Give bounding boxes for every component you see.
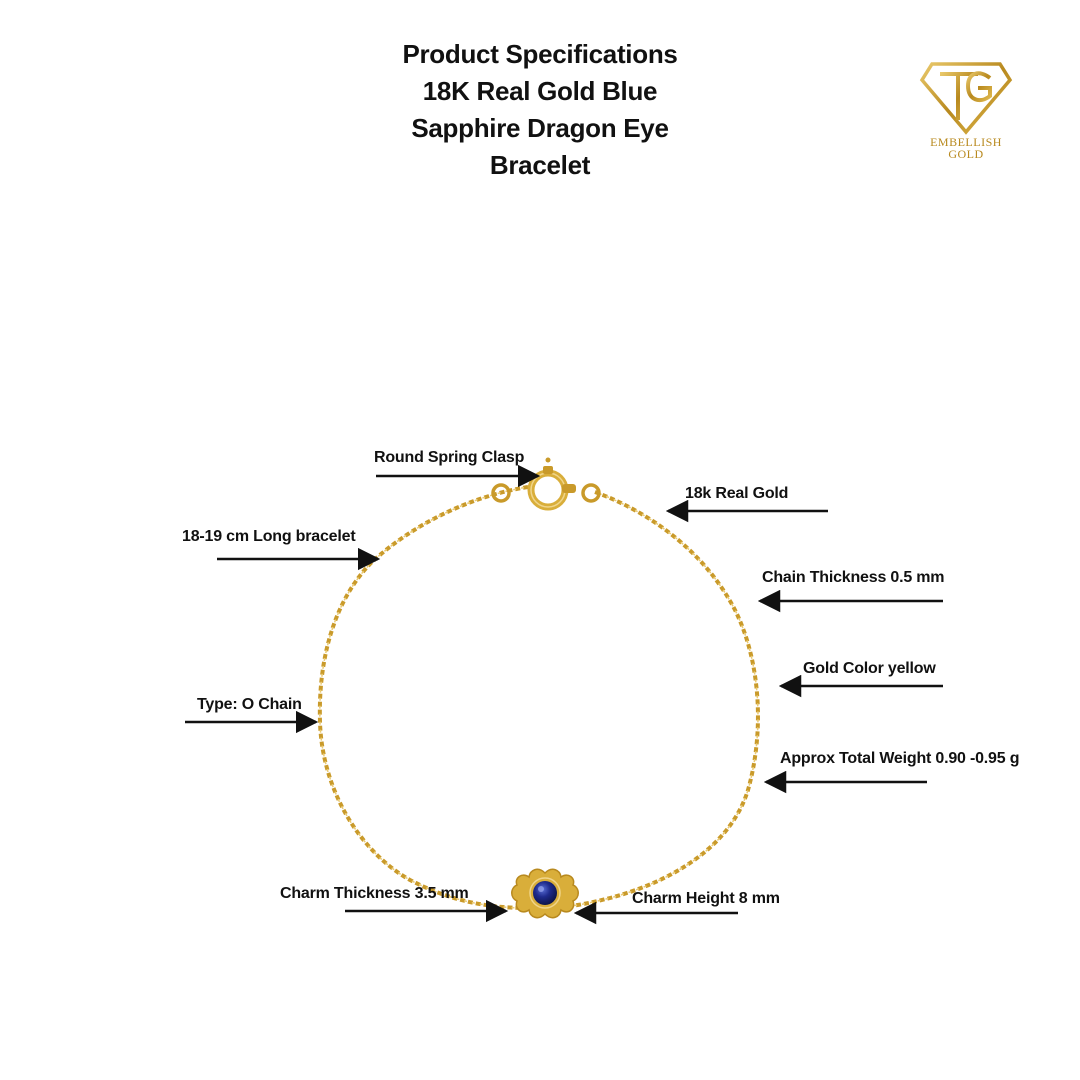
label-weight: Approx Total Weight 0.90 -0.95 g: [780, 750, 1020, 767]
title-line-4: Bracelet: [489, 150, 591, 180]
label-material: 18k Real Gold: [685, 485, 789, 502]
label-length: 18-19 cm Long bracelet: [182, 528, 356, 545]
sapphire-charm: [512, 869, 579, 917]
logo-text-line1: EMBELLISH: [930, 135, 1002, 149]
title-line-1: Product Specifications: [402, 39, 678, 69]
title-line-3: Sapphire Dragon Eye: [411, 113, 669, 143]
label-clasp: Round Spring Clasp: [374, 449, 525, 466]
label-charm-thickness: Charm Thickness 3.5 mm: [280, 885, 469, 902]
label-charm-height: Charm Height 8 mm: [632, 890, 780, 907]
label-gold-color: Gold Color yellow: [803, 660, 936, 677]
label-chain-thickness: Chain Thickness 0.5 mm: [762, 569, 945, 586]
label-type: Type: O Chain: [197, 696, 302, 713]
title-line-2: 18K Real Gold Blue: [422, 76, 658, 106]
chain: [320, 487, 758, 908]
logo-text-line2: GOLD: [948, 147, 984, 161]
